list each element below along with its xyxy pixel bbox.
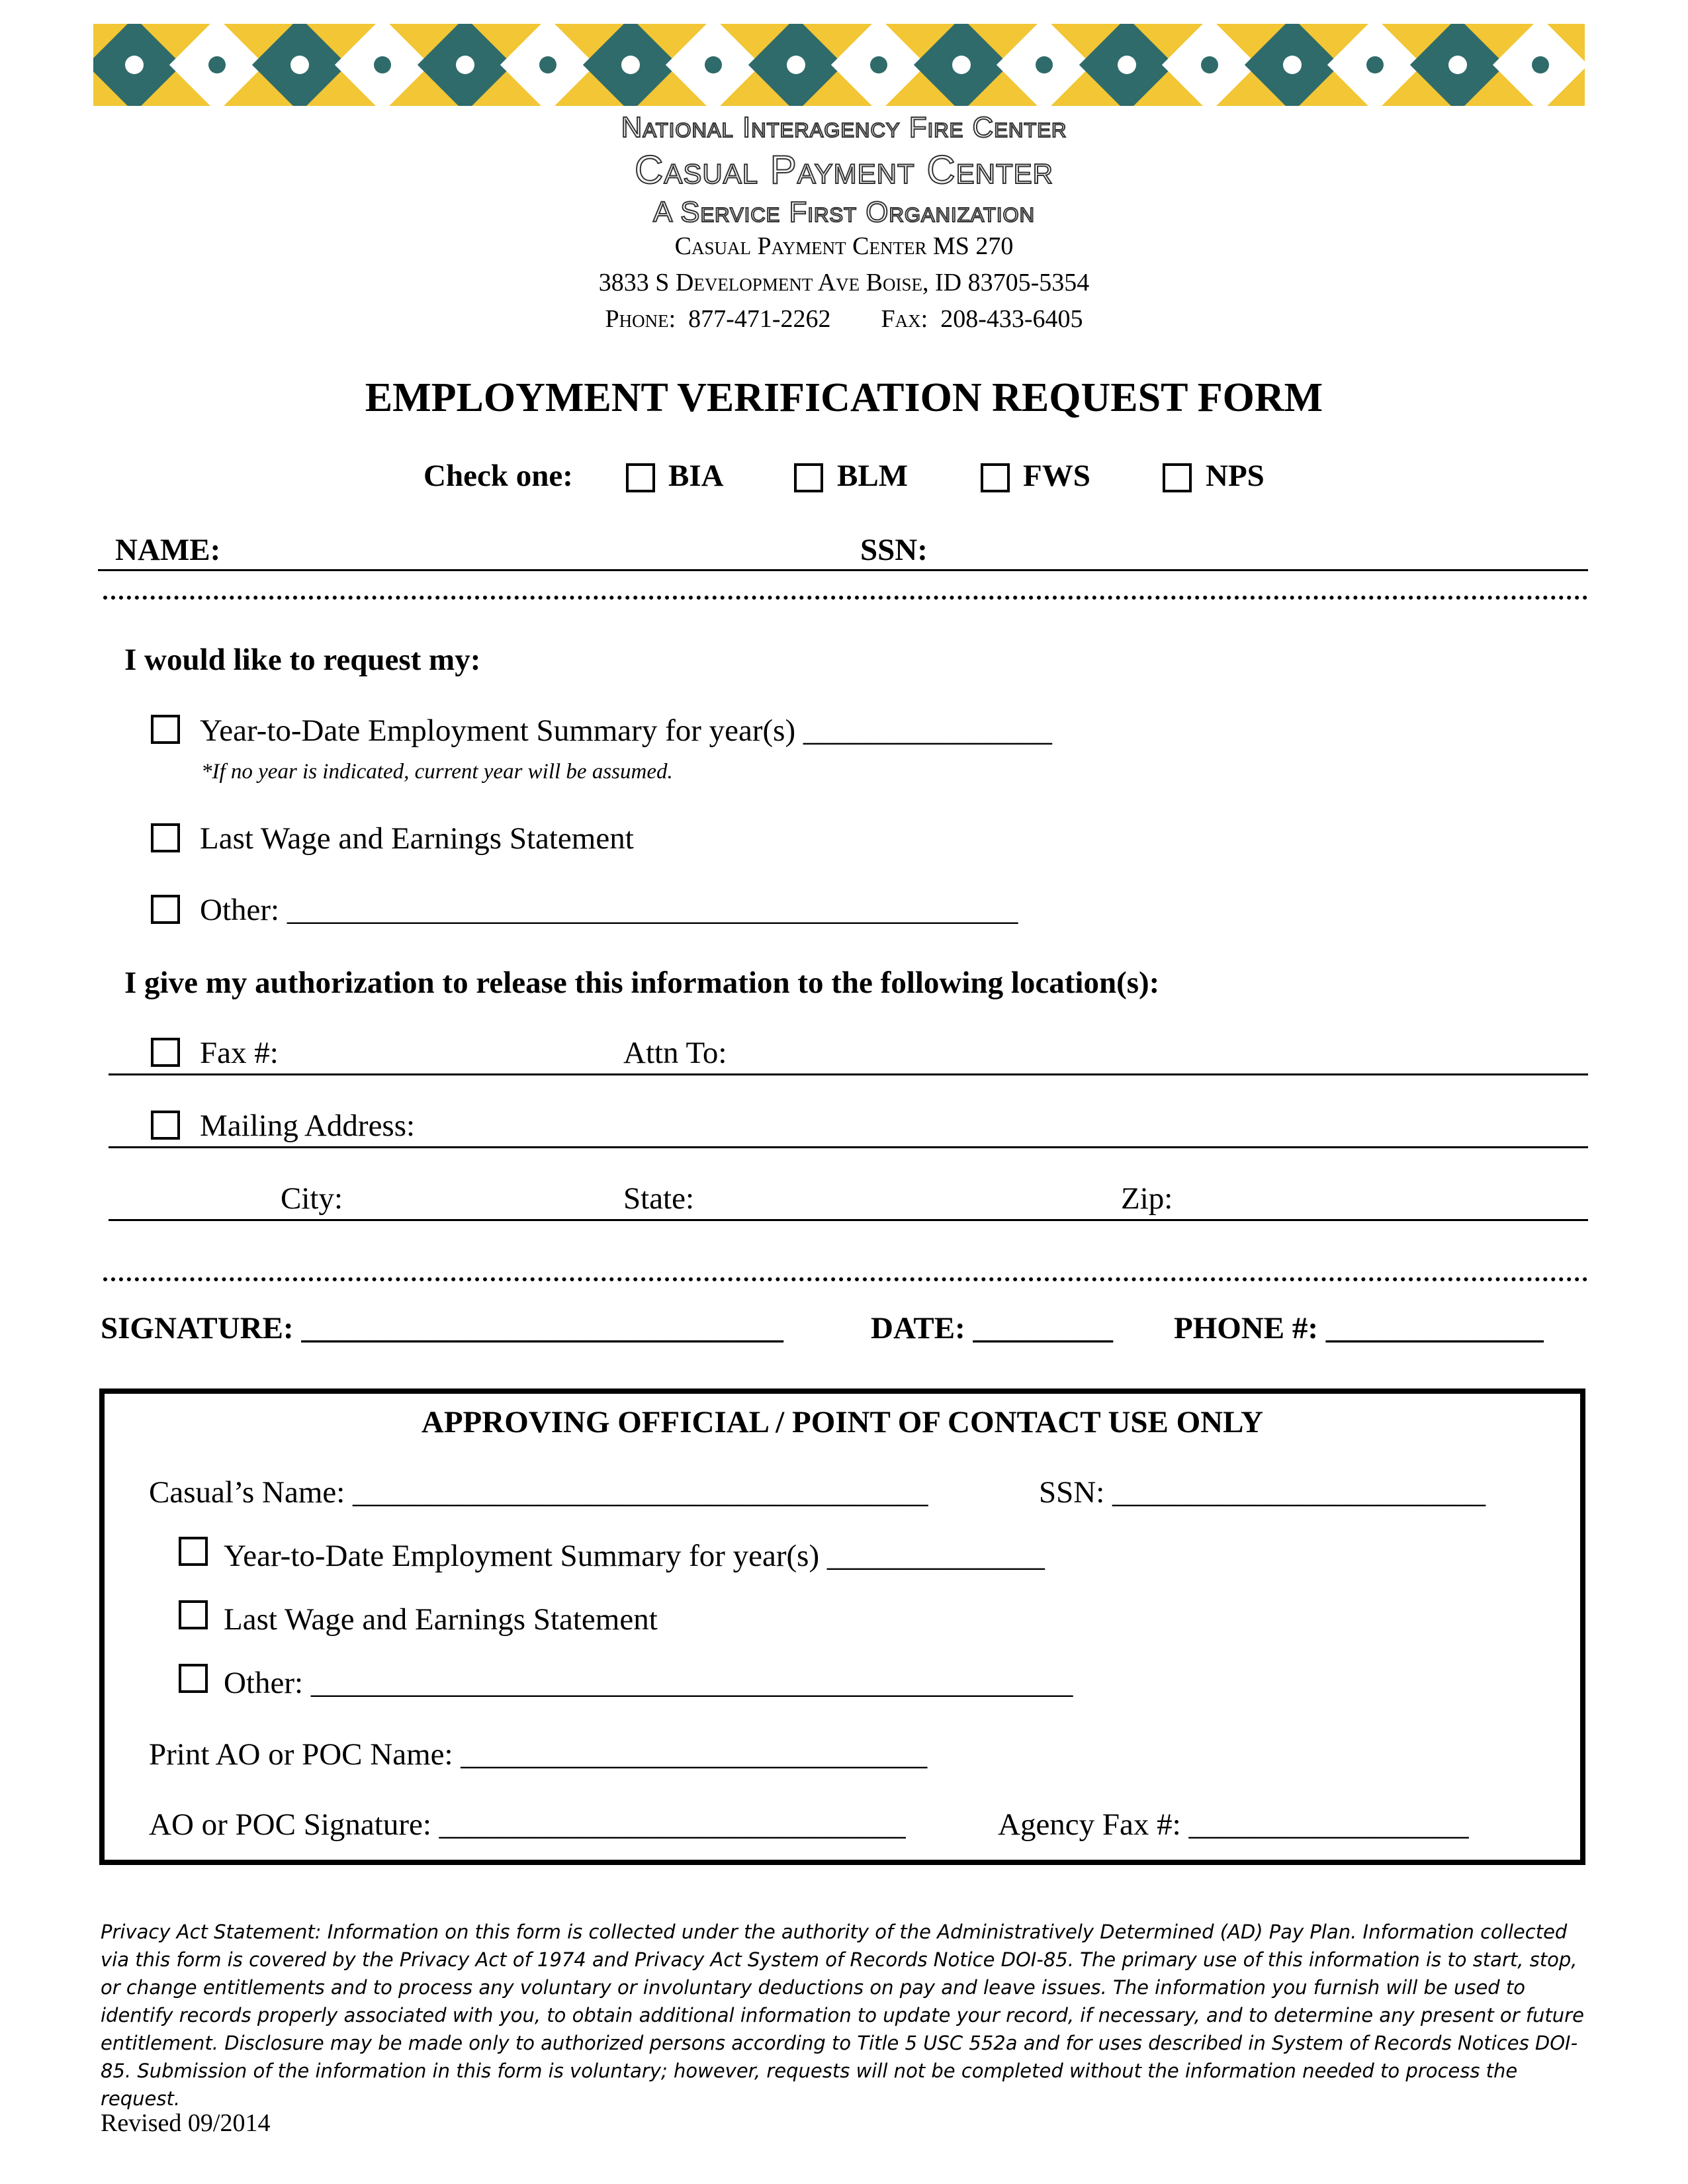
fax-attn-line[interactable] — [109, 1073, 1588, 1075]
attn-label: Attn To: — [623, 1036, 727, 1070]
approving-title: APPROVING OFFICIAL / POINT OF CONTACT USE ONLY — [421, 1405, 1264, 1439]
banner-dot — [1283, 56, 1302, 74]
last-wage-checkbox[interactable] — [151, 823, 180, 852]
fax-number: 208-433-6405 — [940, 305, 1083, 333]
privacy-act-statement: Privacy Act Statement: Information on this form is collected under the authority of the Administratively Determined (AD) Pay Plan. Information collected via this form is covered by the Privacy Act of 1974 and Privacy Act System of Records Notice DOI-85. The primary use of this information is to start, stop, or change entitlements and to process any voluntary or involuntary deductions on pay and leave issues. The information you furnish will be used to identify records properly associated with you, to obtain additional information to update your record, if necessary, and to determine any present or future entitlement. Disclosure may be made only to authorized persons according to Title 5 USC 552a and for uses described in System of Records Notices DOI-85. Submission of the information in this form is voluntary; however, requests will not be completed without the information needed to process the request. — [101, 1921, 1584, 2110]
revision-date: Revised 09/2014 — [101, 2109, 271, 2137]
mail-stop: Casual Payment Center MS 270 — [674, 232, 1014, 260]
bia-checkbox[interactable] — [626, 463, 655, 492]
other-option: Other: _______________________________________________ — [200, 893, 1018, 927]
contact-line — [0, 304, 1688, 334]
banner-dot — [621, 56, 640, 74]
banner-dot — [1448, 56, 1467, 74]
bia-label: BIA — [668, 459, 724, 493]
ytd-option: Year-to-Date Employment Summary for year(s) ________________ — [200, 713, 1052, 748]
fax-label: Fax: — [881, 305, 928, 333]
print-name-field[interactable]: Print AO or POC Name: ______________________________ — [149, 1737, 928, 1772]
last-wage-option: Last Wage and Earnings Statement — [200, 821, 634, 856]
signature-line[interactable]: SIGNATURE: _______________________________ — [101, 1311, 783, 1345]
fws-checkbox[interactable] — [981, 463, 1010, 492]
street-address: 3833 S Development Ave Boise, ID 83705-5354 — [598, 269, 1090, 296]
zip-label: Zip: — [1121, 1181, 1173, 1216]
banner-dot — [208, 56, 226, 73]
banner-dot — [539, 56, 556, 73]
phone-line[interactable]: PHONE #: ______________ — [1174, 1311, 1544, 1345]
fax-checkbox[interactable] — [151, 1038, 180, 1067]
approving-ssn-field[interactable]: SSN: ________________________ — [1039, 1475, 1486, 1510]
dotted-separator-top — [103, 596, 1588, 600]
auth-heading: I give my authorization to release this information to the following location(s): — [124, 966, 1160, 1000]
banner-dot — [290, 56, 309, 74]
city-state-zip-line[interactable] — [109, 1219, 1588, 1221]
org-tagline: A Service First Organization — [652, 196, 1036, 228]
banner-dot — [870, 56, 887, 73]
approving-last-wage-checkbox[interactable] — [179, 1600, 208, 1629]
banner-dot — [787, 56, 805, 74]
header-banner — [93, 24, 1585, 106]
check-one-label: Check one: — [423, 459, 573, 493]
ytd-checkbox[interactable] — [151, 715, 180, 744]
mailing-label: Mailing Address: — [200, 1109, 416, 1143]
banner-dot — [1366, 56, 1384, 73]
banner-dot — [456, 56, 474, 74]
ssn-label: SSN: — [860, 533, 928, 567]
state-label: State: — [623, 1181, 695, 1216]
mailing-checkbox[interactable] — [151, 1111, 180, 1140]
ytd-note: *If no year is indicated, current year will be assumed. — [201, 760, 673, 784]
banner-dot — [952, 56, 971, 74]
name-ssn-line[interactable] — [98, 569, 1588, 571]
phone-label: Phone: — [605, 305, 676, 333]
mailing-line[interactable] — [109, 1146, 1588, 1148]
banner-dot — [1036, 56, 1053, 73]
nps-checkbox[interactable] — [1163, 463, 1192, 492]
dotted-separator-bottom — [103, 1277, 1588, 1281]
ao-signature-field[interactable]: AO or POC Signature: ______________________________ — [149, 1807, 906, 1842]
form-title: EMPLOYMENT VERIFICATION REQUEST FORM — [365, 375, 1323, 420]
agency-fax-field[interactable]: Agency Fax #: __________________ — [998, 1807, 1469, 1842]
banner-dot — [1532, 56, 1549, 73]
date-line[interactable]: DATE: _________ — [871, 1311, 1113, 1345]
org-name: National Interagency Fire Center — [621, 111, 1067, 144]
fax-label: Fax #: — [200, 1036, 279, 1070]
blm-label: BLM — [837, 459, 909, 493]
city-label: City: — [281, 1181, 343, 1216]
casual-name-field[interactable]: Casual’s Name: _____________________________________ — [149, 1475, 928, 1510]
fws-label: FWS — [1023, 459, 1090, 493]
name-label: NAME: — [115, 533, 221, 567]
phone-number: 877-471-2262 — [688, 305, 831, 333]
banner-dot — [1118, 56, 1136, 74]
banner-dot — [125, 56, 144, 74]
banner-dot — [374, 56, 391, 73]
banner-dot — [705, 56, 722, 73]
approving-ytd-option: Year-to-Date Employment Summary for year(s) ______________ — [224, 1539, 1045, 1573]
center-name: Casual Payment Center — [635, 148, 1053, 192]
blm-checkbox[interactable] — [794, 463, 823, 492]
approving-ytd-checkbox[interactable] — [179, 1537, 208, 1566]
banner-dot — [1201, 56, 1218, 73]
approving-other-checkbox[interactable] — [179, 1664, 208, 1693]
approving-other-option: Other: _________________________________________________ — [224, 1666, 1073, 1700]
approving-last-wage-option: Last Wage and Earnings Statement — [224, 1602, 658, 1637]
other-checkbox[interactable] — [151, 895, 180, 924]
nps-label: NPS — [1206, 459, 1265, 493]
request-heading: I would like to request my: — [124, 643, 481, 677]
